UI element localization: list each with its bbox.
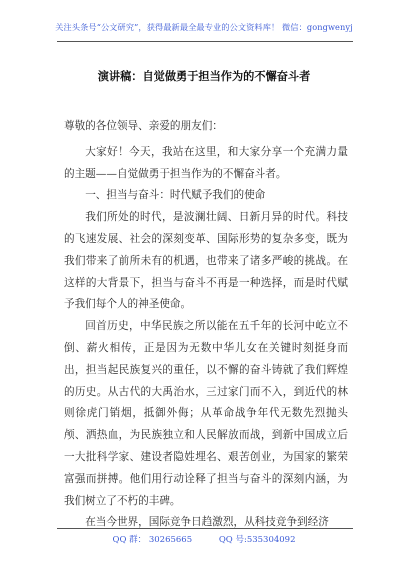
footer-qq-number: QQ 号:535304092 (218, 535, 296, 545)
salutation: 尊敬的各位领导、亲爱的朋友们： (64, 120, 223, 132)
document-title: 演讲稿：自觉做勇于担当作为的不懈奋斗者 (97, 69, 311, 83)
paragraph-history: 回首历史，中华民族之所以能在五千年的长河中屹立不倒、薪火相传，正是因为无数中华儿女在关键时刻挺身而出，担当起民族复兴的重任，以不懈的奋斗铸就了我们辉煌的历史。从古代的大禹治水，三过家门而不入，到近代的林则徐虎门销烟，抵御外侮；从革命战争年代无数先烈抛头颅、洒热血，为民族独立和人民解放而战，到新中国成立后一大批科学家、建设者隐姓埋名、艰苦创业，为国家的繁荣富强而拼搏。他们用行动诠释了担当与奋斗的深刻内涵，为我们树立了不朽的丰碑。 (64, 320, 348, 507)
header-banner: 关注头条号“公文研究”，获得最新最全最专业的公文资料库！ 微信：gongwenyj (55, 22, 353, 32)
document-body (64, 116, 348, 534)
footer-divider (57, 528, 353, 529)
header-divider (57, 41, 353, 42)
footer-contact (0, 533, 408, 545)
paragraph-era: 我们所处的时代，是波澜壮阔、日新月异的时代。科技的飞速发展、社会的深刻变革、国际形势的复杂多变，既为我们带来了前所未有的机遇，也带来了诸多严峻的挑战。在这样的大背景下，担当与奋斗不再是一种选择，而是时代赋予我们每个人的神圣使命。 (64, 211, 348, 311)
paragraph-greeting: 大家好！今天，我站在这里，和大家分享一个充满力量的主题——自觉做勇于担当作为的不懈奋斗者。 (64, 145, 348, 180)
paragraph-today: 在当今世界，国际竞争日趋激烈，从科技竞争到经济 (85, 516, 329, 529)
footer-qq-group: QQ 群： 30265665 (112, 535, 193, 545)
section-heading: 一、担当与奋斗：时代赋予我们的使命 (85, 189, 266, 202)
